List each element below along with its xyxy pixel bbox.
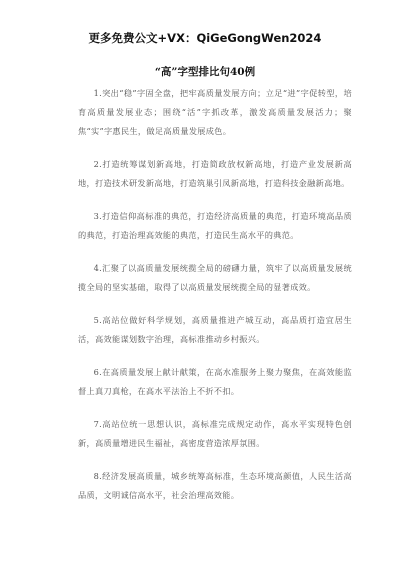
paragraph: 5.高站位做好科学规划，高质量推进产城互动，高品质打造宜居生活，高效能谋划数字治理，高标准推动乡村振兴。: [78, 315, 352, 344]
promo-header: 更多免费公文+VX：QiGeGongWen2024: [88, 31, 322, 45]
paragraph: 6.在高质量发展上献计献策，在高水准服务上聚力聚焦，在高效能监督上真刀真枪，在高水平法治上不折不扣。: [78, 367, 352, 396]
paragraph: 1.突出“稳”字固全盘，把牢高质量发展方向；立足“进”字促转型，培育高质量发展业态；围绕“活”字抓改革，激发高质量发展活力；聚焦“实”字惠民生，做足高质量发展成色。: [78, 88, 352, 136]
document-body: [78, 84, 352, 519]
paragraph: 2.打造统筹谋划新高地，打造简政放权新高地，打造产业发展新高地，打造技术研发新高地，打造筑巢引凤新高地，打造科技金融新高地。: [78, 159, 352, 188]
paragraph: 7.高站位统一思想认识，高标准完成规定动作，高水平实现特色创新，高质量增进民生福祉，高密度营造浓厚氛围。: [78, 419, 352, 448]
paragraph: 3.打造信仰高标准的典范，打造经济高质量的典范，打造环境高品质的典范，打造治理高效能的典范，打造民生高水平的典范。: [78, 211, 352, 240]
paragraph: 4.汇聚了以高质量发展统揽全局的磅礴力量，筑牢了以高质量发展统揽全局的坚实基础，取得了以高质量发展统揽全局的显著成效。: [78, 263, 352, 292]
paragraph: 8.经济发展高质量，城乡统筹高标准，生态环境高颜值，人民生活高品质，文明诚信高水平，社会治理高效能。: [78, 471, 352, 500]
document-title: “高”字型排比句40例: [154, 66, 256, 78]
